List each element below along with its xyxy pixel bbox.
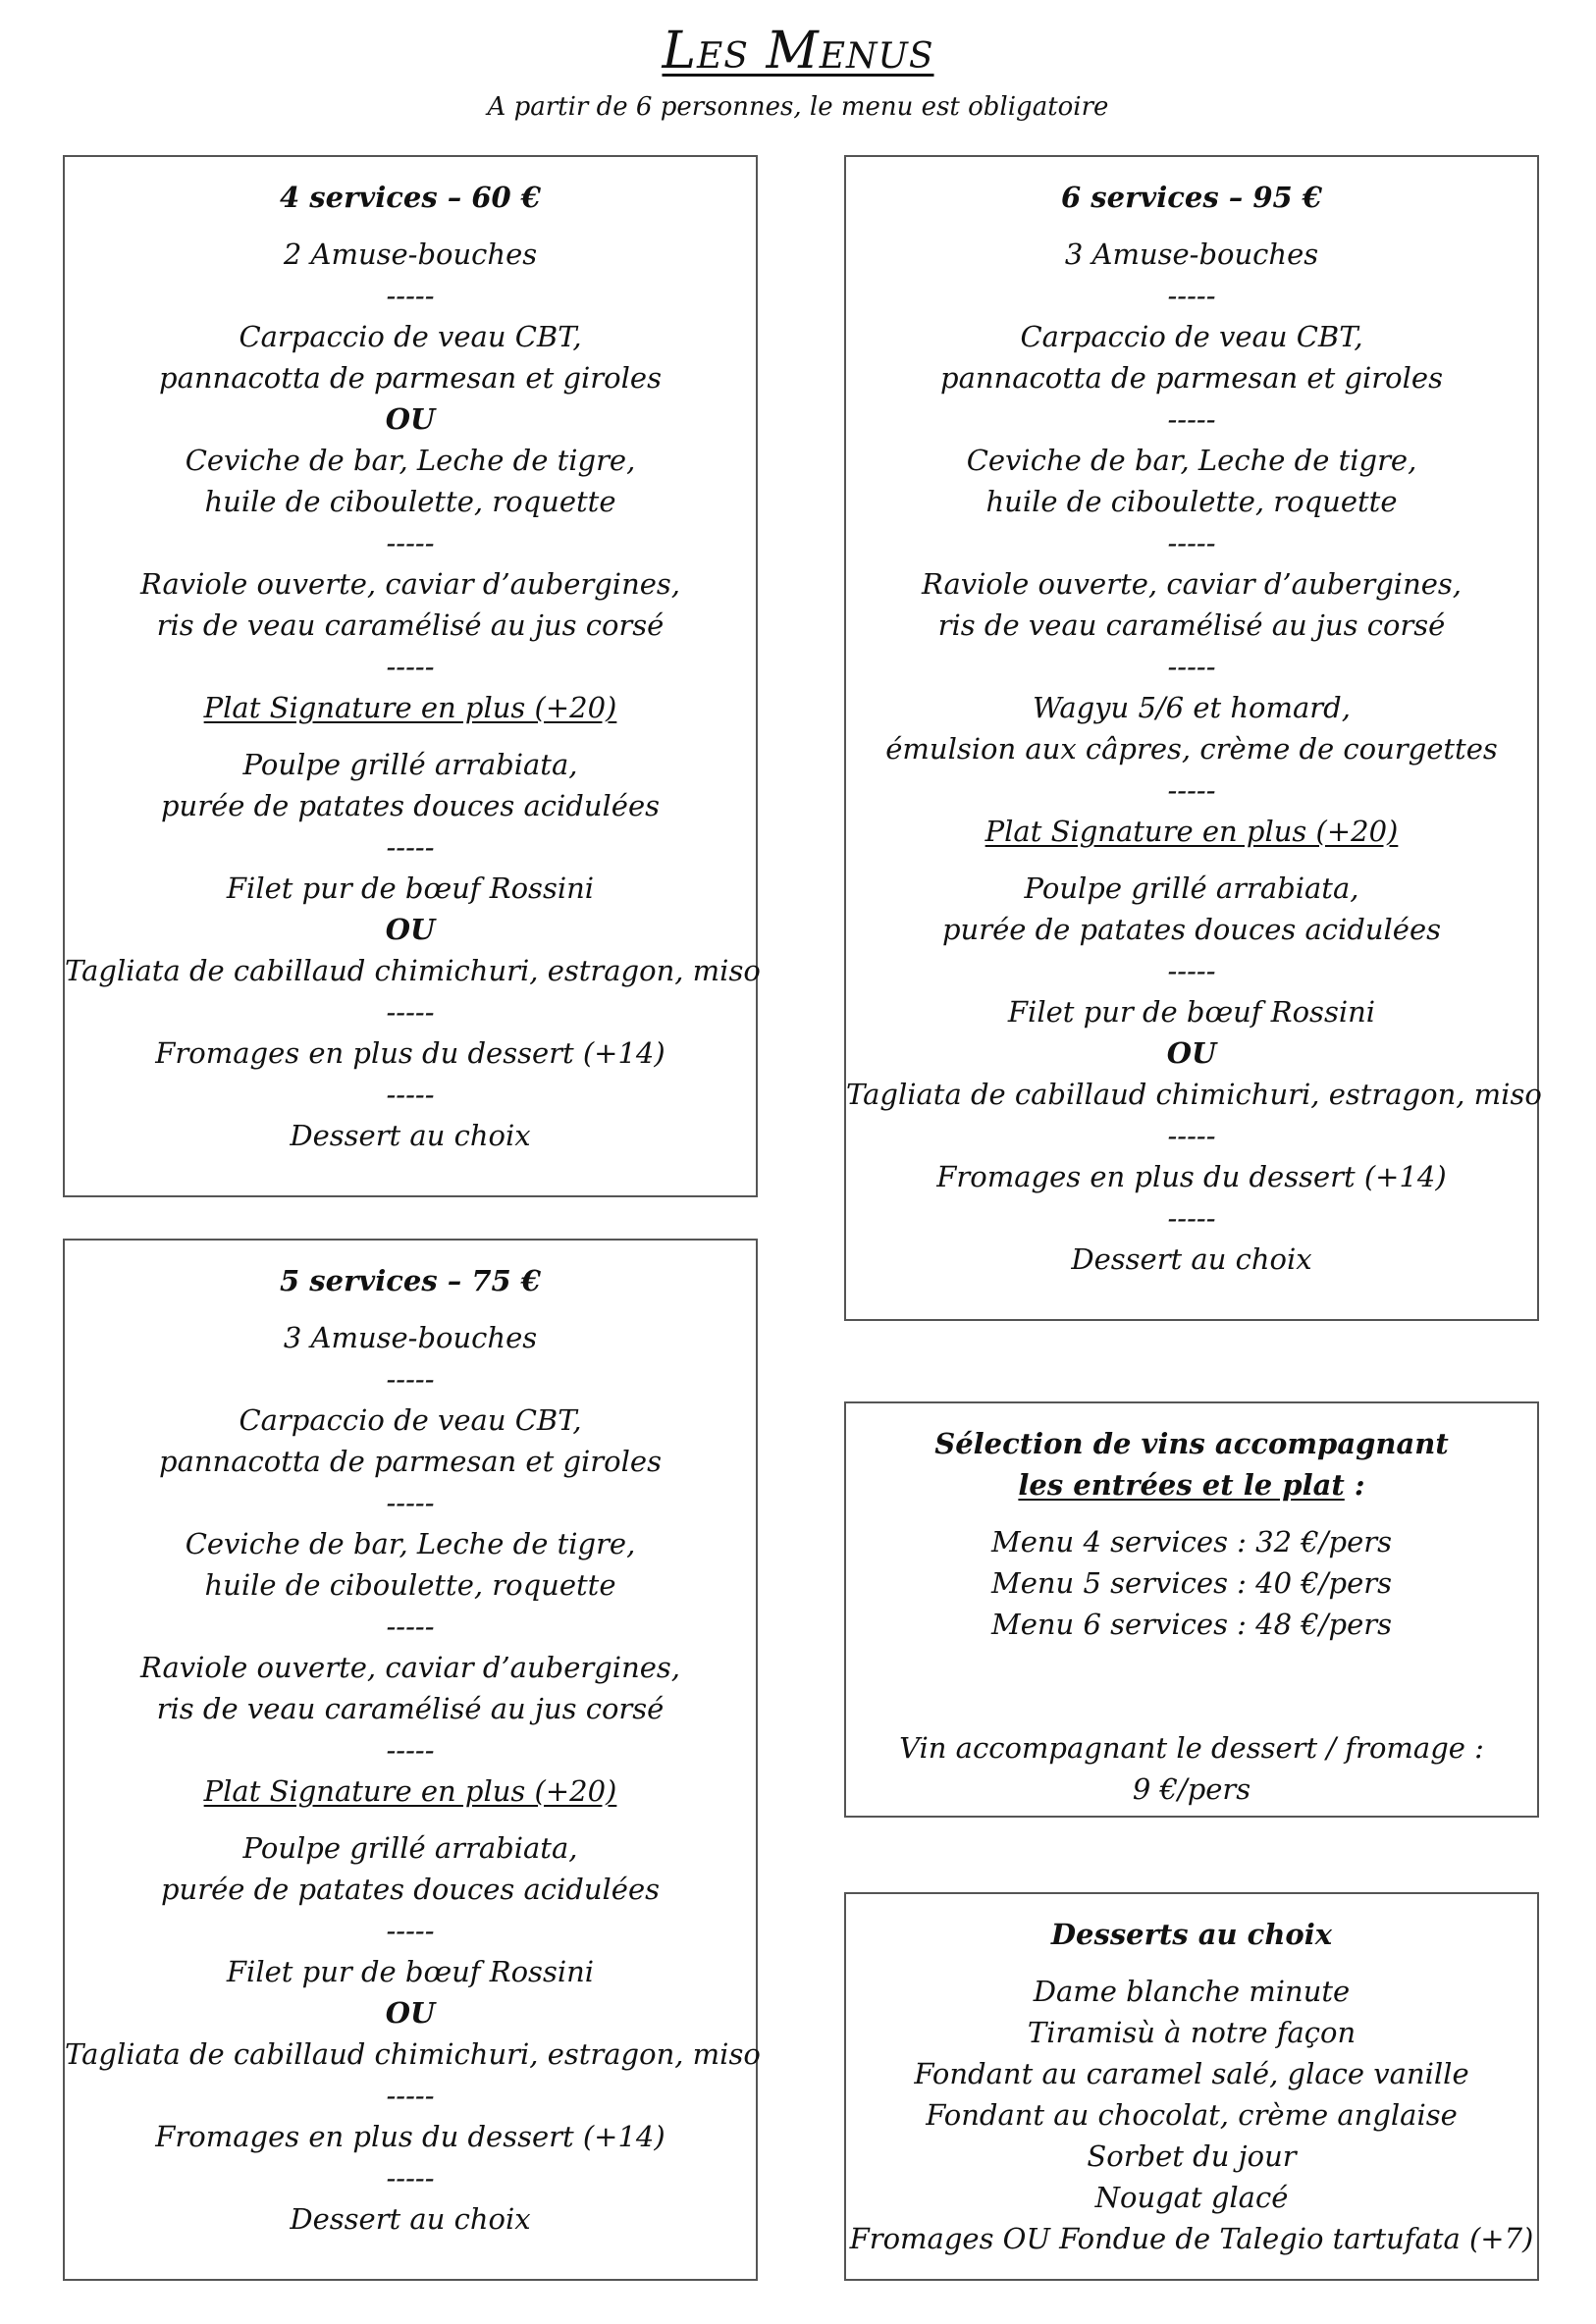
page-title: Les Menus: [662, 22, 934, 80]
desserts-title: Desserts au choix: [1050, 1918, 1333, 1951]
menu-line: Wagyu 5/6 et homard,: [1033, 691, 1351, 724]
menu-line: Dame blanche minute: [1033, 1975, 1351, 2008]
menu-line: Menu 5 services : 40 €/pers: [991, 1566, 1392, 1600]
menu-4-lines-2: [65, 744, 761, 1156]
separator: -----: [386, 526, 435, 559]
menu-4-title: 4 services – 60 €: [280, 181, 541, 214]
menu-line: pannacotta de parmesan et giroles: [159, 1445, 662, 1478]
separator: -----: [1167, 650, 1216, 683]
separator: -----: [386, 1733, 435, 1767]
desserts-list: [846, 1971, 1537, 2259]
menu-line: Poulpe grillé arrabiata,: [242, 1831, 578, 1865]
menu-line: Nougat glacé: [1094, 2181, 1289, 2214]
menu-line: Poulpe grillé arrabiata,: [1024, 872, 1359, 905]
menu-line: Ceviche de bar, Leche de tigre,: [185, 444, 636, 477]
separator: -----: [1167, 402, 1216, 436]
menu-line: Tagliata de cabillaud chimichuri, estragon, miso: [846, 1078, 1542, 1111]
menu-line: Ceviche de bar, Leche de tigre,: [185, 1527, 636, 1560]
menu-line: Filet pur de bœuf Rossini: [226, 1955, 595, 1988]
separator: -----: [386, 1078, 435, 1111]
menu-line: émulsion aux câpres, crème de courgettes: [885, 732, 1498, 766]
separator: -----: [386, 2079, 435, 2112]
menu-line: 3 Amuse-bouches: [283, 1321, 538, 1354]
menu-line: OU: [385, 1996, 436, 2030]
menu-line: OU: [1166, 1036, 1217, 1070]
menu-5-lines-2: [65, 1827, 761, 2240]
wine-title-suffix: :: [1344, 1468, 1365, 1502]
separator: -----: [386, 650, 435, 683]
menu-line: huile de ciboulette, roquette: [204, 485, 616, 518]
menu-line: Carpaccio de veau CBT,: [1020, 320, 1363, 353]
menu-line: Fromages en plus du dessert (+14): [936, 1160, 1447, 1193]
menu-6-services-box: [844, 155, 1542, 1321]
menu-line: purée de patates douces acidulées: [941, 913, 1442, 946]
menu-line: pannacotta de parmesan et giroles: [940, 361, 1443, 395]
separator: -----: [386, 1914, 435, 1947]
menu-line: pannacotta de parmesan et giroles: [159, 361, 662, 395]
menu-6-lines: [846, 234, 1537, 811]
menu-line: Fondant au chocolat, crème anglaise: [926, 2098, 1458, 2132]
wine-dessert: [846, 1727, 1537, 1810]
menu-line: ris de veau caramélisé au jus corsé: [156, 1692, 665, 1725]
menu-line: Tiramisù à notre façon: [1027, 2016, 1357, 2049]
wine-title-underlined: les entrées et le plat: [1018, 1468, 1345, 1502]
menu-5-services-box: [63, 1239, 761, 2281]
wine-title: [846, 1423, 1537, 1505]
menu-line: Fromages OU Fondue de Talegio tartufata (+7): [849, 2222, 1534, 2255]
separator: -----: [386, 1362, 435, 1396]
menu-6-lines-2: [846, 868, 1542, 1280]
menu-line: Raviole ouverte, caviar d’aubergines,: [139, 1651, 681, 1684]
menu-line: 3 Amuse-bouches: [1064, 238, 1319, 271]
separator: -----: [1167, 1119, 1216, 1152]
separator: -----: [386, 279, 435, 312]
menu-4-services-box: [63, 155, 761, 1197]
menu-line: huile de ciboulette, roquette: [985, 485, 1398, 518]
page-subtitle: A partir de 6 personnes, le menu est obligatoire: [487, 92, 1109, 122]
menu-4-lines: [65, 234, 756, 687]
desserts-box: [844, 1892, 1539, 2281]
menu-line: Fondant au caramel salé, glace vanille: [914, 2057, 1469, 2090]
menu-line: Raviole ouverte, caviar d’aubergines,: [921, 567, 1463, 601]
menu-line: Dessert au choix: [290, 2202, 531, 2236]
menu-line: Fromages en plus du dessert (+14): [155, 2120, 665, 2153]
menu-line: Poulpe grillé arrabiata,: [242, 748, 578, 781]
menu-line: huile de ciboulette, roquette: [204, 1568, 616, 1602]
menu-line: purée de patates douces acidulées: [160, 1873, 661, 1906]
menu-line: Carpaccio de veau CBT,: [239, 1403, 582, 1437]
wine-title-line-1: Sélection de vins accompagnant: [934, 1427, 1449, 1460]
menu-line: Filet pur de bœuf Rossini: [1007, 995, 1376, 1029]
menu-line: Menu 4 services : 32 €/pers: [991, 1525, 1392, 1558]
separator: -----: [386, 2161, 435, 2194]
separator: -----: [1167, 1201, 1216, 1235]
menu-line: Tagliata de cabillaud chimichuri, estragon, miso: [65, 954, 761, 987]
menu-line: Dessert au choix: [290, 1119, 531, 1152]
menu-4-signature: Plat Signature en plus (+20): [203, 691, 617, 724]
wine-selection-box: [844, 1401, 1539, 1818]
menu-line: OU: [385, 402, 436, 436]
menu-line: Menu 6 services : 48 €/pers: [991, 1608, 1392, 1641]
menu-line: Filet pur de bœuf Rossini: [226, 872, 595, 905]
wine-dessert-line-2: 9 €/pers: [1132, 1772, 1251, 1806]
menu-line: ris de veau caramélisé au jus corsé: [937, 608, 1446, 642]
menu-5-title: 5 services – 75 €: [280, 1264, 541, 1297]
menu-6-signature: Plat Signature en plus (+20): [984, 815, 1399, 848]
wine-dessert-line-1: Vin accompagnant le dessert / fromage :: [899, 1731, 1484, 1765]
menu-5-lines: [65, 1317, 756, 1770]
menu-line: OU: [385, 913, 436, 946]
separator: -----: [1167, 526, 1216, 559]
menu-6-title: 6 services – 95 €: [1061, 181, 1322, 214]
wine-title-line-2: [846, 1464, 1537, 1505]
separator: -----: [1167, 773, 1216, 807]
menu-line: 2 Amuse-bouches: [283, 238, 538, 271]
menu-line: Raviole ouverte, caviar d’aubergines,: [139, 567, 681, 601]
menu-line: Carpaccio de veau CBT,: [239, 320, 582, 353]
separator: -----: [1167, 954, 1216, 987]
menu-5-signature: Plat Signature en plus (+20): [203, 1774, 617, 1808]
separator: -----: [386, 830, 435, 864]
menu-line: Tagliata de cabillaud chimichuri, estragon, miso: [65, 2037, 761, 2071]
separator: -----: [386, 1486, 435, 1519]
separator: -----: [386, 995, 435, 1029]
menu-line: Dessert au choix: [1071, 1242, 1312, 1276]
wine-price-list: [846, 1521, 1537, 1645]
menu-line: Fromages en plus du dessert (+14): [155, 1036, 665, 1070]
menu-line: purée de patates douces acidulées: [160, 789, 661, 822]
menu-line: ris de veau caramélisé au jus corsé: [156, 608, 665, 642]
menu-line: Ceviche de bar, Leche de tigre,: [966, 444, 1417, 477]
menu-line: Sorbet du jour: [1087, 2139, 1297, 2173]
separator: -----: [386, 1610, 435, 1643]
separator: -----: [1167, 279, 1216, 312]
